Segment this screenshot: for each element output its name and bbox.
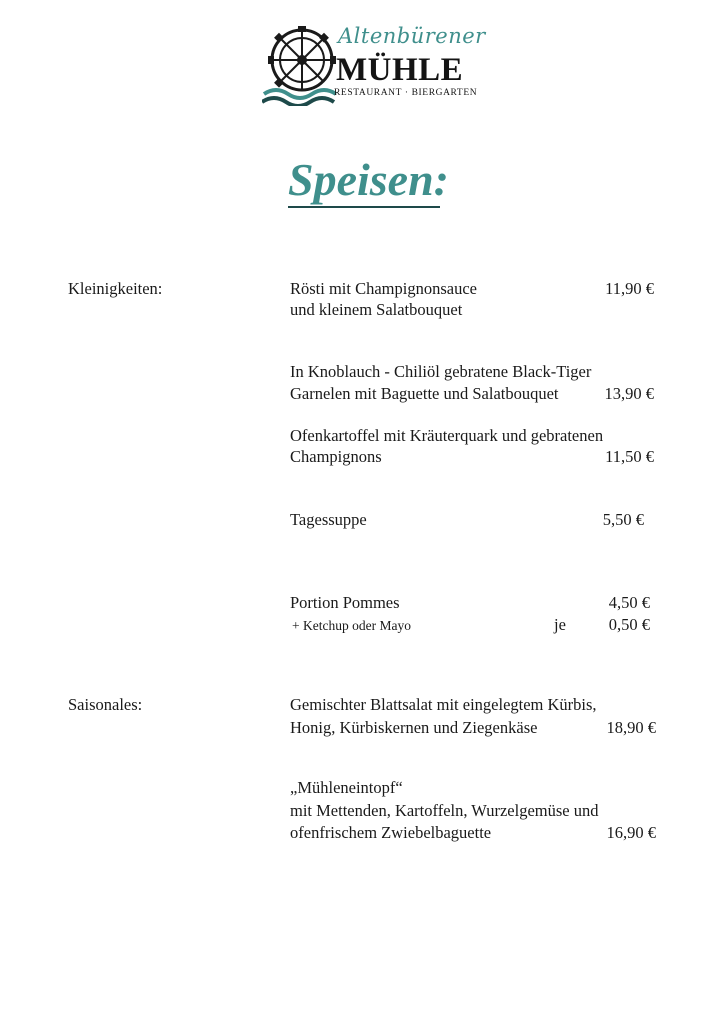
menu-item-description: ofenfrischem Zwiebelbaguette <box>290 823 492 842</box>
menu-item-name: In Knoblauch - Chiliöl gebratene Black-Tiger <box>290 362 592 381</box>
menu-item-name: Ofenkartoffel mit Kräuterquark und gebratenen <box>290 426 604 445</box>
section-label-saisonales: Saisonales: <box>68 695 143 714</box>
menu-item-price: 4,50 € <box>608 593 650 612</box>
menu-item-price: 18,90 € <box>606 718 656 737</box>
menu-item-price: 16,90 € <box>606 823 656 842</box>
page-title: Speisen: <box>288 154 449 205</box>
menu-item-description: mit Mettenden, Kartoffeln, Wurzelgemüse und <box>290 801 599 820</box>
logo-name: MÜHLE <box>336 52 464 88</box>
menu-item-name: Tagessuppe <box>290 510 367 529</box>
menu-item-name: „Mühleneintopf“ <box>290 778 403 797</box>
menu-item-addon: + Ketchup oder Mayo <box>292 618 411 633</box>
menu-item-name: Rösti mit Champignonsauce <box>290 279 477 298</box>
menu-item-description: und kleinem Salatbouquet <box>290 300 463 319</box>
logo-script-text: Altenbürener <box>338 24 486 48</box>
menu-item-description: Champignons <box>290 447 382 466</box>
menu-item-price: 11,50 € <box>605 447 654 466</box>
menu-item-price: 5,50 € <box>602 510 644 529</box>
menu-item-name: Gemischter Blattsalat mit eingelegtem Kürbis, <box>290 695 597 714</box>
menu-item-description: Garnelen mit Baguette und Salatbouquet <box>290 384 559 403</box>
logo-tagline: RESTAURANT · BIERGARTEN <box>334 88 478 98</box>
menu-item-price: 11,90 € <box>605 279 654 298</box>
section-label-kleinigkeiten: Kleinigkeiten: <box>68 279 163 298</box>
watermill-wheel-icon <box>262 24 342 106</box>
menu-item-description: Honig, Kürbiskernen und Ziegenkäse <box>290 718 538 737</box>
menu-item-price: 13,90 € <box>604 384 654 403</box>
title-underline <box>288 206 440 208</box>
price-qualifier: je <box>554 615 566 634</box>
menu-item-price: 0,50 € <box>608 615 650 634</box>
menu-item-name: Portion Pommes <box>290 593 400 612</box>
